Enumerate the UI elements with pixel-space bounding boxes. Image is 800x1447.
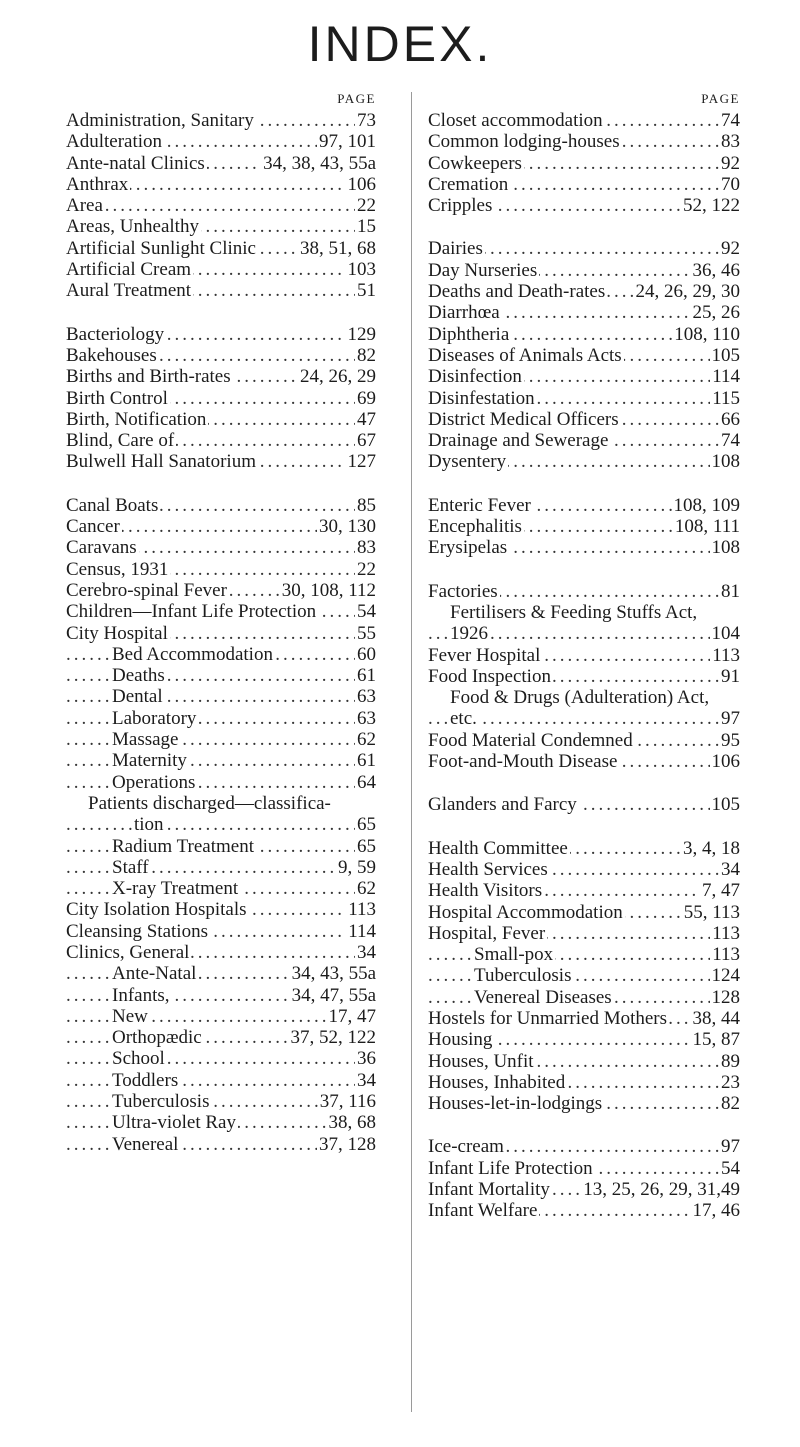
index-entry [428, 430, 740, 451]
entry-pages: 108, 111 [674, 516, 740, 538]
index-entry [428, 923, 740, 944]
index-subentry [66, 878, 376, 899]
entry-pages: 124 [711, 965, 740, 987]
entry-pages: 106 [711, 751, 740, 773]
index-subentry [66, 750, 376, 771]
entry-term: Dental [112, 686, 163, 708]
entry-term: Disinfection [428, 366, 522, 388]
entry-term: City Hospital [66, 622, 168, 644]
index-entry [66, 451, 376, 472]
index-entry [428, 516, 740, 537]
index-entry [428, 537, 740, 558]
entry-pages: 47 [357, 408, 376, 430]
entry-term: Food Inspection [428, 665, 551, 687]
entry-pages: 34 [357, 941, 376, 963]
entry-pages: 108 [711, 537, 740, 559]
index-entry [66, 388, 376, 409]
index-entry [66, 409, 376, 430]
entry-term: Birth, Notification [66, 408, 207, 430]
entry-pages: 67 [357, 430, 376, 452]
entry-pages: 15, 87 [692, 1029, 740, 1051]
index-entry [428, 581, 740, 602]
index-entry [428, 708, 740, 729]
index-entry [66, 942, 376, 963]
entry-term: Encephalitis [428, 516, 522, 538]
entry-pages: 81 [721, 580, 740, 602]
entry-pages: 22 [357, 558, 376, 580]
entry-pages: 7, 47 [702, 880, 740, 902]
index-entry [428, 1136, 740, 1157]
index-entry [428, 666, 740, 687]
section-gap [428, 559, 740, 581]
entry-pages: 74 [721, 110, 740, 131]
index-subentry [66, 814, 376, 835]
entry-term: Health Visitors [428, 880, 543, 902]
entry-term: Orthopædic [112, 1027, 202, 1049]
index-entry [428, 409, 740, 430]
entry-term: Cowkeepers [428, 152, 522, 174]
entry-term: Dysentery [428, 451, 507, 473]
entry-list-left [66, 110, 376, 1155]
entry-pages: 24, 26, 29 [300, 366, 376, 388]
index-entry [66, 623, 376, 644]
entry-pages: 89 [721, 1050, 740, 1072]
index-subentry [66, 1091, 376, 1112]
entry-pages: 97, 101 [319, 131, 376, 153]
entry-pages: 62 [357, 878, 376, 900]
entry-pages: 3, 4, 18 [683, 837, 740, 859]
entry-pages: 34, 47, 55a [291, 984, 376, 1006]
index-entry [66, 495, 376, 516]
index-entry [428, 110, 740, 131]
index-subentry [66, 793, 376, 814]
column-divider [411, 92, 412, 1412]
entry-term: Area [66, 195, 103, 217]
entry-term: Infants, [112, 984, 170, 1006]
entry-term: Diphtheria [428, 323, 510, 345]
section-gap [428, 816, 740, 838]
entry-term: Factories [428, 580, 498, 602]
section-gap [66, 473, 376, 495]
entry-pages: 55, 113 [683, 901, 740, 923]
index-entry [428, 302, 740, 323]
entry-term: Health Services [428, 858, 548, 880]
page-title: INDEX. [307, 16, 493, 72]
entry-term: Cremation [428, 173, 509, 195]
entry-term: Food Material Condemned [428, 729, 633, 751]
index-entry [428, 730, 740, 751]
index-entry [66, 131, 376, 152]
entry-term: Clinics, General [66, 941, 190, 963]
section-gap [428, 473, 740, 495]
entry-pages: 36 [357, 1048, 376, 1070]
entry-term: Diarrhœa [428, 302, 500, 324]
entry-term: Operations [112, 771, 196, 793]
entry-pages: 30, 108, 112 [281, 579, 376, 601]
index-entry [66, 216, 376, 237]
entry-term: Fever Hospital [428, 644, 541, 666]
entry-pages: 34, 43, 55a [291, 963, 376, 985]
entry-pages: 115 [712, 387, 740, 409]
entry-term: Dairies [428, 238, 483, 260]
entry-pages: 17, 47 [328, 1005, 376, 1027]
entry-term: School [112, 1048, 165, 1070]
index-entry [428, 174, 740, 195]
index-subentry [66, 836, 376, 857]
index-subentry [66, 644, 376, 665]
entry-term: Health Committee [428, 837, 568, 859]
entry-term: Administration, Sanitary [66, 110, 254, 131]
index-entry [66, 153, 376, 174]
index-entry [428, 902, 740, 923]
entry-term: Staff [112, 856, 149, 878]
entry-pages: 70 [721, 173, 740, 195]
entry-pages: 23 [721, 1071, 740, 1093]
index-entry [428, 324, 740, 345]
index-entry [66, 238, 376, 259]
entry-term: Adulteration [66, 131, 163, 153]
entry-pages: 85 [357, 494, 376, 516]
entry-pages: 37, 52, 122 [290, 1027, 376, 1049]
entry-term: Houses, Unfit [428, 1050, 534, 1072]
entry-pages: 108, 110 [674, 323, 740, 345]
index-column-left [66, 92, 376, 1155]
index-entry [428, 794, 740, 815]
entry-pages: 129 [347, 323, 376, 345]
entry-pages: 97 [721, 1136, 740, 1158]
index-entry [428, 838, 740, 859]
entry-term: Diseases of Animals Acts [428, 344, 622, 366]
entry-pages: 113 [348, 899, 376, 921]
entry-term: Radium Treatment [112, 835, 254, 857]
index-entry [428, 1072, 740, 1093]
index-entry [428, 345, 740, 366]
entry-pages: 34, 38, 43, 55a [263, 152, 376, 174]
entry-pages: 61 [357, 750, 376, 772]
entry-term: X-ray Treatment [112, 878, 239, 900]
entry-term: Census, 1931 [66, 558, 169, 580]
index-subentry [66, 1027, 376, 1048]
entry-pages: 113 [712, 922, 740, 944]
entry-term: 1926 [450, 623, 488, 645]
entry-term: Deaths [112, 665, 165, 687]
index-entry [428, 1029, 740, 1050]
entry-term: Common lodging-houses [428, 131, 620, 153]
entry-pages: 92 [721, 238, 740, 260]
entry-pages: 9, 59 [338, 856, 376, 878]
entry-pages: 108, 109 [673, 494, 740, 516]
entry-term: Cleansing Stations [66, 920, 208, 942]
entry-pages: 114 [348, 920, 376, 942]
entry-pages: 25, 26 [692, 302, 740, 324]
entry-term: Drainage and Sewerage [428, 430, 609, 452]
entry-term: Day Nurseries [428, 259, 538, 281]
entry-list-right [428, 110, 740, 1222]
entry-pages: 38, 68 [328, 1112, 376, 1134]
index-subentry [428, 987, 740, 1008]
index-entry [428, 1093, 740, 1114]
entry-pages: 92 [721, 152, 740, 174]
index-entry [66, 345, 376, 366]
section-gap [428, 772, 740, 794]
entry-pages: 113 [712, 944, 740, 966]
entry-pages: 54 [357, 601, 376, 623]
entry-pages: 127 [347, 451, 376, 473]
entry-pages: 104 [711, 623, 740, 645]
index-entry [428, 238, 740, 259]
entry-term: Toddlers [112, 1069, 179, 1091]
index-entry [428, 751, 740, 772]
entry-pages: 63 [357, 707, 376, 729]
entry-term: Foot-and-Mouth Disease [428, 751, 618, 773]
entry-term: Ultra-violet Ray [112, 1112, 236, 1134]
entry-term: Infant Mortality [428, 1179, 550, 1201]
entry-term: Patients discharged—classifica- [88, 792, 331, 814]
entry-pages: 54 [721, 1157, 740, 1179]
index-entry [428, 495, 740, 516]
entry-term: Disinfestation [428, 387, 535, 409]
entry-term: Artificial Sunlight Clinic [66, 237, 256, 259]
index-entry [428, 1008, 740, 1029]
entry-term: Erysipelas [428, 537, 508, 559]
index-subentry [428, 965, 740, 986]
index-entry [66, 516, 376, 537]
index-subentry [66, 772, 376, 793]
index-entry [428, 281, 740, 302]
index-entry [66, 899, 376, 920]
entry-pages: 66 [721, 408, 740, 430]
index-entry [428, 1051, 740, 1072]
entry-term: Caravans [66, 537, 137, 559]
entry-term: Births and Birth-rates [66, 366, 231, 388]
index-subentry [66, 985, 376, 1006]
index-entry [428, 645, 740, 666]
index-entry [428, 451, 740, 472]
entry-pages: 114 [712, 366, 740, 388]
entry-term: Aural Treatment [66, 280, 192, 302]
entry-term: Houses-let-in-lodgings [428, 1093, 603, 1115]
entry-pages: 108 [711, 451, 740, 473]
index-entry [66, 280, 376, 301]
index-entry [66, 921, 376, 942]
entry-pages: 38, 44 [692, 1007, 740, 1029]
entry-term: Infant Life Protection [428, 1157, 593, 1179]
entry-pages: 73 [357, 110, 376, 131]
entry-term: Housing [428, 1029, 493, 1051]
index-subentry [66, 857, 376, 878]
entry-pages: 52, 122 [683, 195, 740, 217]
entry-term: Ante-Natal [112, 963, 197, 985]
entry-term: Bacteriology [66, 323, 165, 345]
entry-term: etc. [450, 708, 477, 730]
index-entry [428, 366, 740, 387]
entry-term: Bakehouses [66, 344, 157, 366]
entry-pages: 83 [721, 131, 740, 153]
entry-pages: 113 [712, 644, 740, 666]
entry-pages: 34 [721, 858, 740, 880]
entry-pages: 13, 25, 26, 29, 31,49 [583, 1179, 740, 1201]
index-entry [428, 1158, 740, 1179]
index-entry [428, 687, 740, 708]
entry-term: Venereal Diseases [474, 986, 612, 1008]
entry-term: Children—Infant Life Protection [66, 601, 317, 623]
entry-pages: 69 [357, 387, 376, 409]
entry-term: Bed Accommodation [112, 643, 273, 665]
entry-pages: 55 [357, 622, 376, 644]
index-entry [66, 366, 376, 387]
index-entry [66, 324, 376, 345]
entry-term: Hostels for Unmarried Mothers [428, 1007, 668, 1029]
index-entry [66, 559, 376, 580]
index-subentry [66, 1134, 376, 1155]
entry-pages: 65 [357, 835, 376, 857]
index-entry [428, 260, 740, 281]
entry-term: Hospital Accommodation [428, 901, 623, 923]
index-entry [428, 623, 740, 644]
index-entry [428, 859, 740, 880]
entry-term: Massage [112, 729, 179, 751]
index-subentry [66, 1112, 376, 1133]
entry-pages: 17, 46 [692, 1200, 740, 1222]
entry-pages: 95 [721, 729, 740, 751]
index-subentry [66, 963, 376, 984]
entry-term: Birth Control [66, 387, 168, 409]
index-subentry [66, 1070, 376, 1091]
entry-term: Food & Drugs (Adulteration) Act, [450, 687, 710, 709]
entry-pages: 83 [357, 537, 376, 559]
entry-term: Anthrax [66, 173, 129, 195]
index-entry [428, 880, 740, 901]
entry-term: Ice-cream [428, 1136, 504, 1158]
entry-pages: 15 [357, 216, 376, 238]
entry-pages: 74 [721, 430, 740, 452]
section-gap [428, 216, 740, 238]
entry-pages: 22 [357, 195, 376, 217]
index-entry [66, 259, 376, 280]
entry-term: Venereal [112, 1133, 179, 1155]
index-entry [66, 110, 376, 131]
entry-term: Cancer [66, 516, 120, 538]
index-subentry [66, 729, 376, 750]
entry-pages: 91 [721, 665, 740, 687]
entry-term: Cerebro-spinal Fever [66, 579, 227, 601]
index-column-right [428, 92, 740, 1222]
index-entry [428, 153, 740, 174]
index-subentry [66, 686, 376, 707]
index-entry [428, 131, 740, 152]
index-entry [66, 195, 376, 216]
index-subentry [66, 708, 376, 729]
index-entry [66, 580, 376, 601]
entry-pages: 82 [357, 344, 376, 366]
entry-term: District Medical Officers [428, 408, 619, 430]
entry-pages: 103 [347, 259, 376, 281]
entry-pages: 30, 130 [319, 516, 376, 538]
entry-pages: 37, 128 [319, 1133, 376, 1155]
index-entry [66, 430, 376, 451]
entry-term: Tuberculosis [112, 1091, 210, 1113]
entry-pages: 36, 46 [692, 259, 740, 281]
entry-pages: 61 [357, 665, 376, 687]
entry-term: Infant Welfare [428, 1200, 538, 1222]
entry-term: Ante-natal Clinics [66, 152, 205, 174]
entry-term: City Isolation Hospitals [66, 899, 247, 921]
entry-pages: 24, 26, 29, 30 [635, 281, 740, 303]
entry-term: Deaths and Death-rates [428, 281, 606, 303]
entry-pages: 65 [357, 814, 376, 836]
index-entry [428, 1179, 740, 1200]
entry-pages: 128 [711, 986, 740, 1008]
entry-pages: 38, 51, 68 [300, 237, 376, 259]
entry-pages: 97 [721, 708, 740, 730]
index-subentry [428, 944, 740, 965]
index-subentry [66, 1048, 376, 1069]
entry-pages: 82 [721, 1093, 740, 1115]
entry-term: tion [134, 814, 164, 836]
index-entry [66, 601, 376, 622]
index-entry [428, 195, 740, 216]
section-gap [66, 302, 376, 324]
entry-pages: 105 [711, 344, 740, 366]
entry-term: Tuberculosis [474, 965, 572, 987]
entry-term: Closet accommodation [428, 110, 603, 131]
entry-term: Maternity [112, 750, 187, 772]
index-entry [428, 1200, 740, 1221]
entry-term: Cripples [428, 195, 493, 217]
entry-term: Laboratory [112, 707, 197, 729]
entry-pages: 37, 116 [319, 1091, 376, 1113]
entry-term: Blind, Care of [66, 430, 175, 452]
section-gap [428, 1114, 740, 1136]
page-column-label: PAGE [337, 91, 376, 106]
entry-pages: 60 [357, 643, 376, 665]
entry-term: Houses, Inhabited [428, 1071, 566, 1093]
entry-pages: 34 [357, 1069, 376, 1091]
entry-pages: 64 [357, 771, 376, 793]
index-subentry [66, 1006, 376, 1027]
page-column-label: PAGE [701, 91, 740, 106]
index-entry [66, 537, 376, 558]
entry-pages: 51 [357, 280, 376, 302]
index-entry [428, 388, 740, 409]
entry-term: New [112, 1005, 148, 1027]
index-entry [428, 602, 740, 623]
entry-term: Fertilisers & Feeding Stuffs Act, [450, 601, 698, 623]
entry-term: Hospital, Fever [428, 922, 546, 944]
entry-term: Small-pox [474, 944, 554, 966]
entry-term: Canal Boats [66, 494, 159, 516]
entry-term: Artificial Cream [66, 259, 192, 281]
entry-pages: 106 [347, 173, 376, 195]
entry-pages: 62 [357, 729, 376, 751]
entry-term: Glanders and Farcy [428, 794, 577, 816]
index-subentry [66, 665, 376, 686]
index-entry [66, 174, 376, 195]
entry-pages: 105 [711, 794, 740, 816]
entry-term: Enteric Fever [428, 494, 531, 516]
entry-term: Bulwell Hall Sanatorium [66, 451, 256, 473]
entry-term: Areas, Unhealthy [66, 216, 199, 238]
entry-pages: 63 [357, 686, 376, 708]
